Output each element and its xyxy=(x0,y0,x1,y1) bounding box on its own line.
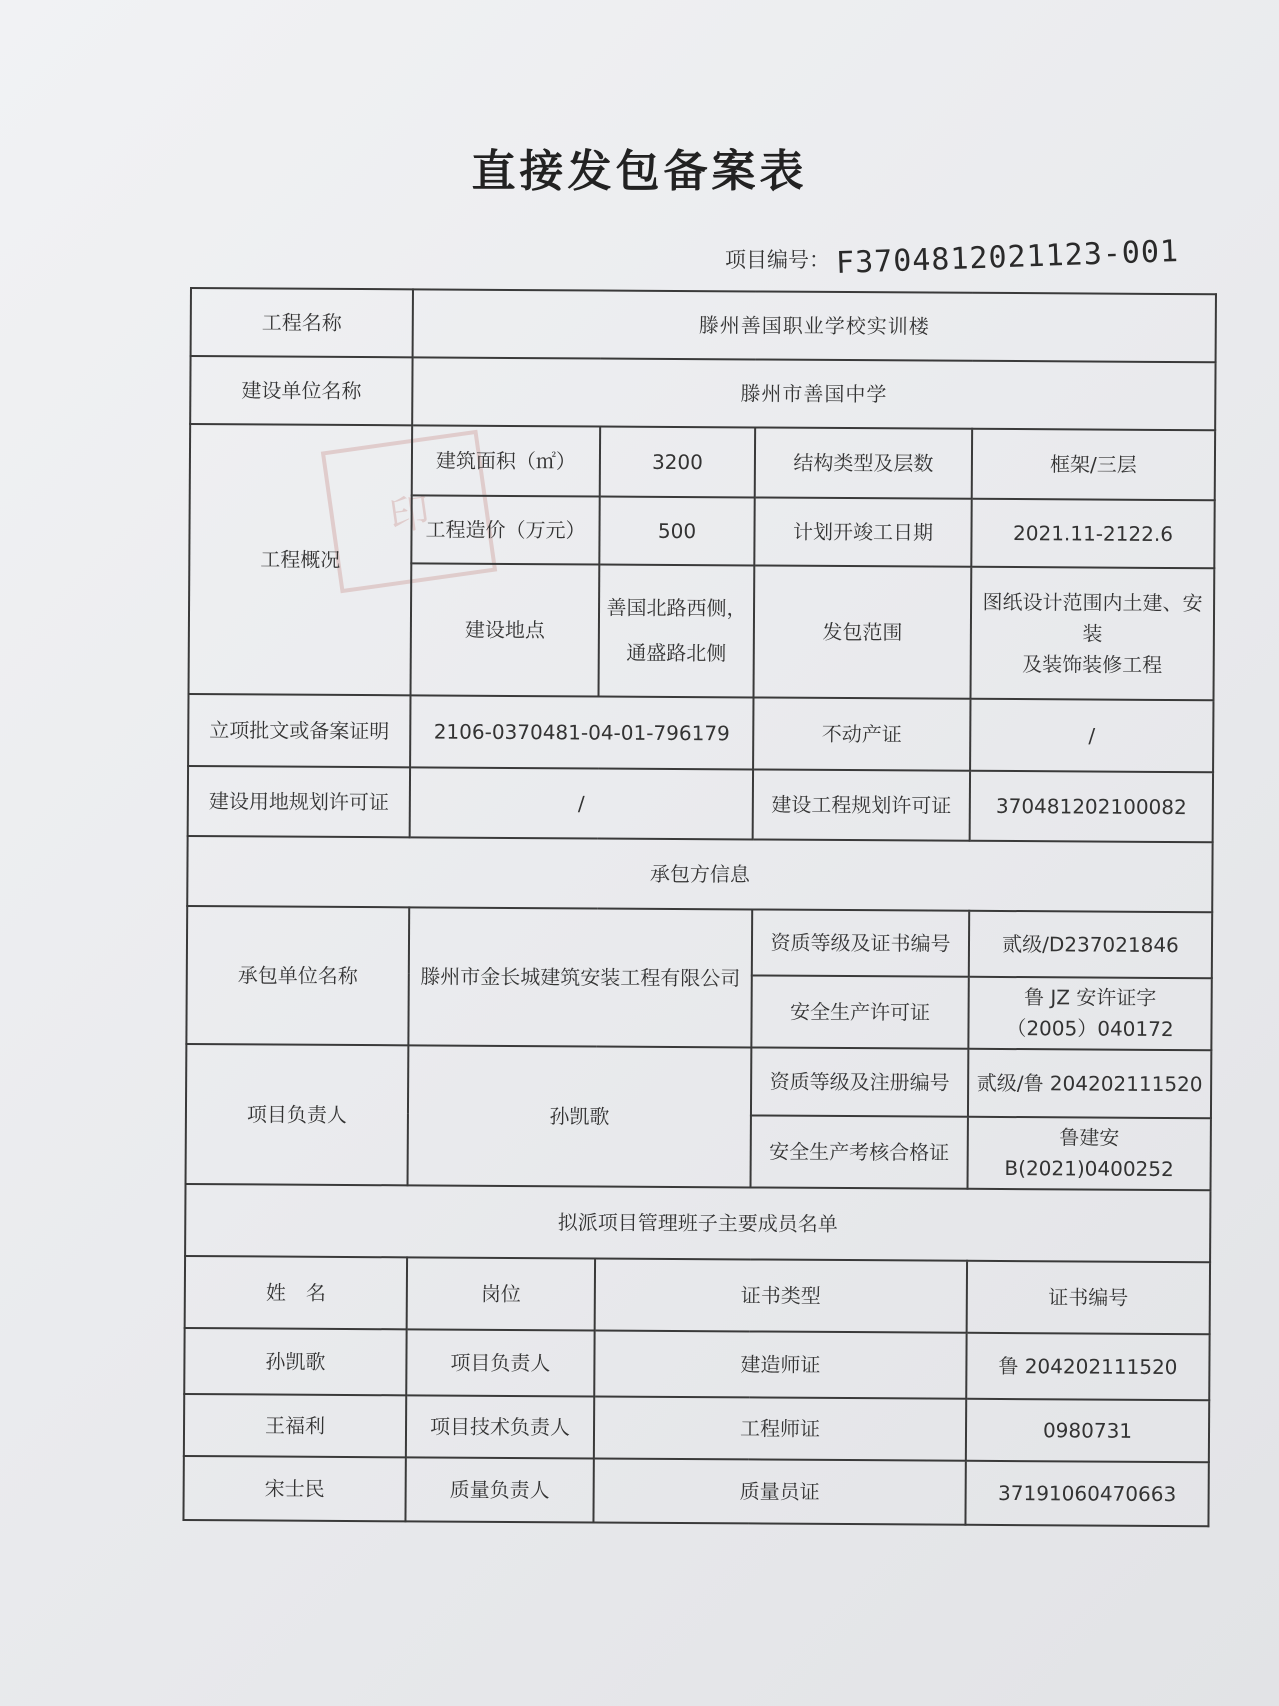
contractor-section-title: 承包方信息 xyxy=(187,836,1212,912)
team-header-position: 岗位 xyxy=(407,1257,595,1330)
team-header-name: 姓 名 xyxy=(185,1256,407,1329)
project-name-label: 工程名称 xyxy=(191,288,413,357)
member-cert-type: 建造师证 xyxy=(594,1330,966,1398)
row-project-name xyxy=(191,288,1216,362)
area-label: 建筑面积（㎡） xyxy=(412,425,600,496)
location-line-2: 通盛路北侧 xyxy=(626,640,727,666)
project-number-label: 项目编号： xyxy=(725,248,830,272)
team-header-cert-no: 证书编号 xyxy=(967,1261,1210,1334)
qual-value: 贰级/D237021846 xyxy=(969,911,1212,978)
row-owner xyxy=(190,356,1215,430)
member-position: 项目技术负责人 xyxy=(406,1395,594,1458)
contractor-name-label: 承包单位名称 xyxy=(186,906,409,1045)
location-label: 建设地点 xyxy=(411,563,600,696)
reg-label: 资质等级及注册编号 xyxy=(751,1047,968,1116)
document-title: 直接发包备案表 xyxy=(471,146,808,197)
project-name-value: 滕州善国职业学校实训楼 xyxy=(413,289,1216,362)
table-row xyxy=(183,1456,1208,1526)
approval-label: 立项批文或备案证明 xyxy=(188,694,410,767)
land-permit-value: / xyxy=(410,767,753,839)
member-cert-no: 37191060470663 xyxy=(965,1461,1208,1526)
cost-label: 工程造价（万元） xyxy=(411,495,599,564)
location-value xyxy=(599,565,755,698)
row-manager-reg xyxy=(186,1044,1211,1118)
row-team-header xyxy=(185,1256,1210,1334)
structure-label: 结构类型及层数 xyxy=(755,427,972,498)
row-contractor-qual xyxy=(187,906,1212,978)
qual-label: 资质等级及证书编号 xyxy=(752,909,969,976)
manager-value: 孙凯歌 xyxy=(408,1045,752,1187)
row-permits xyxy=(188,766,1213,842)
scope-label: 发包范围 xyxy=(754,565,972,698)
row-area xyxy=(190,424,1215,500)
member-name: 宋士民 xyxy=(183,1456,405,1521)
eng-permit-value: 370481202100082 xyxy=(970,771,1213,842)
cost-value: 500 xyxy=(599,497,754,566)
manager-label: 项目负责人 xyxy=(186,1044,409,1185)
land-permit-label: 建设用地规划许可证 xyxy=(188,766,410,837)
member-position: 项目负责人 xyxy=(406,1329,594,1396)
row-approval xyxy=(188,694,1213,772)
filing-form-table xyxy=(182,287,1217,1527)
area-value: 3200 xyxy=(600,427,755,498)
exam-value: 鲁建安 B(2021)0400252 xyxy=(968,1117,1211,1190)
table-row xyxy=(184,1394,1209,1462)
project-number-value: F3704812021123-001 xyxy=(835,234,1180,281)
member-cert-type: 工程师证 xyxy=(594,1396,966,1460)
safety-value xyxy=(968,977,1211,1050)
structure-value: 框架/三层 xyxy=(972,429,1215,500)
approval-value: 2106-0370481-04-01-796179 xyxy=(410,695,753,769)
schedule-label: 计划开竣工日期 xyxy=(754,497,971,566)
property-value: / xyxy=(970,699,1213,772)
scope-line-2: 及装饰装修工程 xyxy=(1022,651,1163,677)
exam-label: 安全生产考核合格证 xyxy=(751,1115,968,1188)
member-name: 孙凯歌 xyxy=(184,1328,406,1395)
schedule-value: 2021.11-2122.6 xyxy=(971,499,1214,568)
scope-value xyxy=(970,567,1214,700)
faded-seal-stamp: 印 xyxy=(321,430,497,594)
member-position: 质量负责人 xyxy=(405,1457,593,1522)
safety-line-2: （2005）040172 xyxy=(1006,1016,1174,1042)
owner-value: 滕州市善国中学 xyxy=(412,357,1215,430)
reg-value: 贰级/鲁 204202111520 xyxy=(968,1049,1211,1118)
overview-label: 工程概况 xyxy=(189,424,413,695)
safety-line-1: 鲁 JZ 安许证字 xyxy=(1023,985,1157,1010)
location-line-1: 善国北路西侧， xyxy=(606,595,747,621)
team-header-cert-type: 证书类型 xyxy=(595,1258,967,1332)
project-number xyxy=(725,234,1180,281)
row-contractor-section xyxy=(187,836,1212,912)
table-row xyxy=(184,1328,1209,1400)
eng-permit-label: 建设工程规划许可证 xyxy=(753,769,970,840)
member-cert-no: 鲁 204202111520 xyxy=(966,1333,1209,1400)
contractor-name-value: 滕州市金长城建筑安装工程有限公司 xyxy=(408,907,752,1047)
property-label: 不动产证 xyxy=(753,697,970,770)
row-team-section xyxy=(185,1184,1210,1262)
owner-label: 建设单位名称 xyxy=(190,356,412,425)
member-cert-no: 0980731 xyxy=(966,1399,1209,1462)
member-name: 王福利 xyxy=(184,1394,406,1457)
team-section-title: 拟派项目管理班子主要成员名单 xyxy=(185,1184,1210,1262)
scope-line-1: 图纸设计范围内土建、安装 xyxy=(982,589,1203,646)
member-cert-type: 质量员证 xyxy=(593,1458,965,1524)
safety-label: 安全生产许可证 xyxy=(751,975,968,1048)
